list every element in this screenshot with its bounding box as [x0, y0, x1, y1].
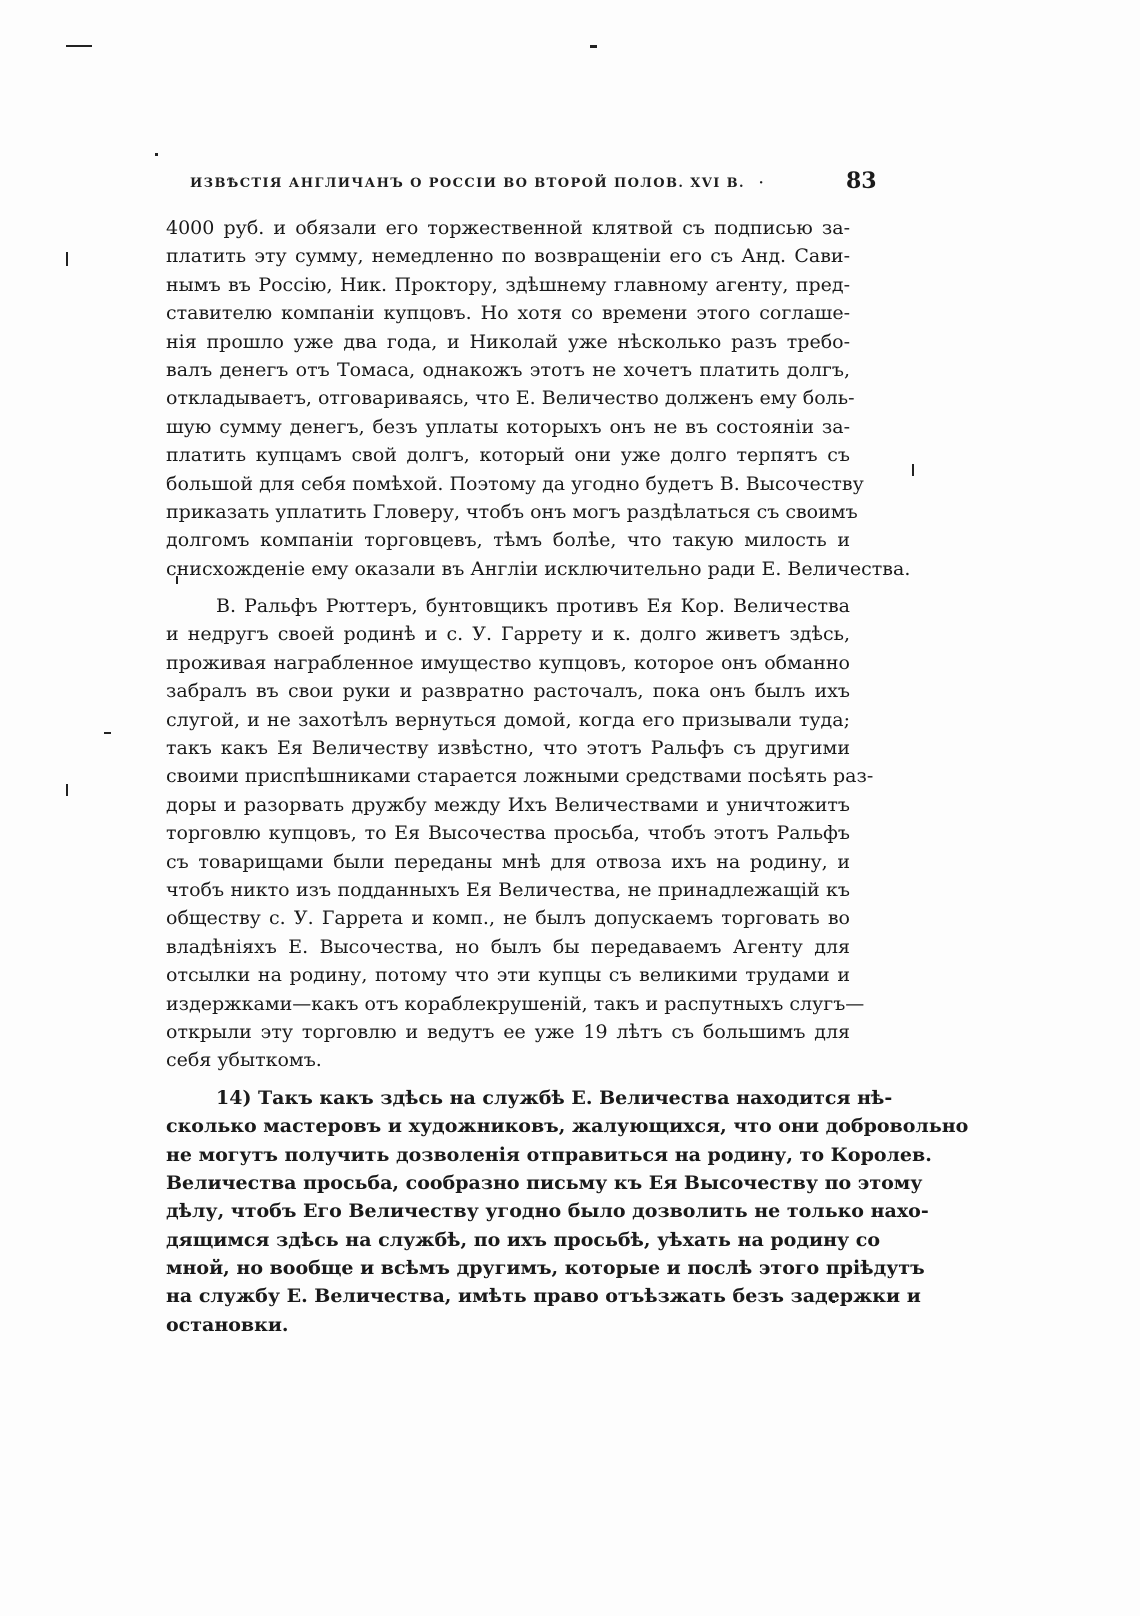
text-line: чтобъ никто изъ подданныхъ Ея Величества, не принадлежащій къ [166, 878, 850, 901]
text-line: сколько мастеровъ и художниковъ, жалующихся, что они добровольно [166, 1115, 969, 1138]
text-line: 14) Такъ какъ здѣсь на службѣ Е. Величества находится нѣ- [216, 1086, 893, 1109]
text-line: своими приспѣшниками старается ложными средствами посѣять раз- [166, 765, 874, 788]
text-line: и недругъ своей родинѣ и с. У. Гаррету и к. долго живетъ здѣсь, [166, 623, 850, 646]
text-line: дѣлу, чтобъ Его Величеству угодно было дозволить не только нахо- [166, 1200, 929, 1223]
text-line: мной, но вообще и всѣмъ другимъ, которые и послѣ этого пріѣдутъ [166, 1257, 925, 1280]
text-line: дящимся здѣсь на службѣ, по ихъ просьбѣ, уѣхать на родину со [166, 1228, 881, 1251]
text-line: не могутъ получить дозволенія отправиться на родину, то Королев. [166, 1143, 932, 1166]
text-line: остановки. [166, 1313, 289, 1336]
text-line: такъ какъ Ея Величеству извѣстно, что этотъ Ральфъ съ другими [166, 737, 850, 760]
text-line: на службу Е. Величества, имѣть право отъѣзжать безъ задержки и [166, 1285, 921, 1308]
text-line: платить купцамъ свой долгъ, который они уже долго терпятъ съ [166, 444, 850, 467]
text-line: торговлю купцовъ, то Ея Высочества просьба, чтобъ этотъ Ральфъ [166, 822, 850, 845]
text-line: себя убыткомъ. [166, 1049, 322, 1072]
text-line: В. Ральфъ Рюттеръ, бунтовщикъ противъ Ея Кор. Величества [216, 595, 850, 618]
running-title [190, 176, 880, 191]
text-line: забралъ въ свои руки и развратно расточалъ, пока онъ былъ ихъ [166, 680, 850, 703]
text-line: отсылки на родину, потому что эти купцы съ великими трудами и [166, 964, 850, 987]
text-line: откладываетъ, отговариваясь, что Е. Величество долженъ ему боль- [166, 387, 855, 410]
text-line: нія прошло уже два года, и Николай уже нѣсколько разъ требо- [166, 330, 850, 353]
text-line: ставителю компаніи купцовъ. Но хотя со времени этого соглаше- [166, 302, 850, 325]
text-line: съ товарищами были переданы мнѣ для отвоза ихъ на родину, и [166, 850, 850, 873]
text-line: открыли эту торговлю и ведутъ ее уже 19 лѣтъ съ большимъ для [166, 1020, 850, 1043]
text-line: долгомъ компаніи торговцевъ, тѣмъ болѣе, что такую милость и [166, 529, 850, 552]
text-line: доры и разорвать дружбу между Ихъ Величествами и уничтожитъ [166, 793, 850, 816]
text-line: шую сумму денегъ, безъ уплаты которыхъ онъ не въ состояніи за- [166, 415, 850, 438]
text-line: нымъ въ Россію, Ник. Проктору, здѣшнему главному агенту, пред- [166, 273, 850, 296]
text-line: 4000 руб. и обязали его торжественной клятвой съ подписью за- [166, 217, 850, 239]
text-line: проживая награбленное имущество купцовъ, которое онъ обманно [166, 651, 850, 674]
scan-mark-left-1 [66, 252, 68, 266]
text-line: приказать уплатить Гловеру, чтобъ онъ могъ раздѣлаться съ своимъ [166, 500, 858, 523]
text-line: платить эту сумму, немедленно по возвращеніи его съ Анд. Сави- [166, 245, 850, 268]
scan-mark-dot-1 [155, 153, 158, 156]
scan-mark-top-center [590, 45, 597, 48]
text-line: слугой, и не захотѣлъ вернуться домой, когда его призывали туда; [166, 708, 850, 731]
text-line: обществу с. У. Гаррета и комп., не былъ допускаемъ торговать во [166, 907, 850, 930]
paragraph-1 [166, 214, 911, 583]
page-number: 83 [846, 168, 877, 194]
scan-mark-right-1 [912, 464, 914, 476]
paragraph-2 [166, 592, 874, 1075]
text-line: снисхожденіе ему оказали въ Англіи исключительно ради Е. Величества. [166, 557, 911, 580]
text-line: большой для себя помѣхой. Поэтому да угодно будетъ В. Высочеству [166, 472, 864, 495]
scan-mark-top-left [66, 45, 92, 47]
scan-mark-left-3 [66, 784, 68, 796]
body-text [166, 214, 969, 1339]
text-line: владѣніяхъ Е. Высочества, но былъ бы передаваемъ Агенту для [166, 935, 850, 958]
running-title-text: ИЗВѢСТІЯ АНГЛИЧАНЪ О РОССІИ ВО ВТОРОЙ ПОЛОВ. XVI В. [190, 176, 745, 191]
running-title-bullet: · [758, 176, 765, 191]
paragraph-3 [166, 1084, 969, 1340]
text-line: валъ денегъ отъ Томаса, однакожъ этотъ не хочетъ платить долгъ, [166, 358, 850, 381]
text-line: издержками—какъ отъ кораблекрушеній, такъ и распутныхъ слугъ— [166, 992, 865, 1015]
text-line: Величества просьба, сообразно письму къ Ея Высочеству по этому [166, 1171, 923, 1194]
scan-mark-left-2 [104, 732, 111, 734]
